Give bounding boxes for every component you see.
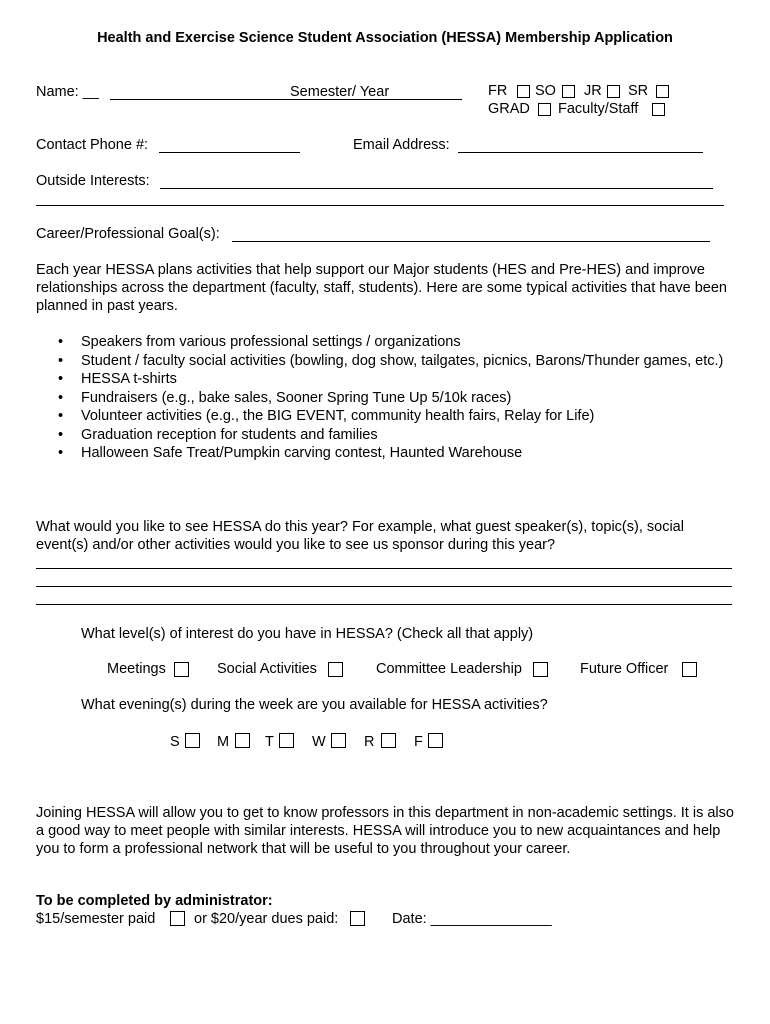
day-r-checkbox[interactable] bbox=[381, 733, 396, 748]
day-w-checkbox[interactable] bbox=[331, 733, 346, 748]
intro-paragraph: Each year HESSA plans activities that help support our Major students (HES and Pre-HES) and improve relationships across the department (faculty, staff, students). Here are some typical activities that have been planned in past years. bbox=[36, 262, 727, 314]
email-field[interactable] bbox=[458, 152, 703, 153]
day-t-label: T bbox=[265, 734, 274, 750]
day-t-checkbox[interactable] bbox=[279, 733, 294, 748]
interests-field-line-2[interactable] bbox=[36, 205, 724, 206]
semester-paid-checkbox[interactable] bbox=[170, 911, 185, 926]
interests-label: Outside Interests: bbox=[36, 173, 150, 189]
activities-list bbox=[36, 333, 726, 463]
day-r-label: R bbox=[364, 734, 375, 750]
sponsor-question: What would you like to see HESSA do this year? For example, what guest speaker(s), topic(s), social event(s) and/or other activities would you like to see us sponsor during this year? bbox=[36, 519, 684, 553]
class-fr-checkbox[interactable] bbox=[517, 85, 530, 98]
day-f-label: F bbox=[414, 734, 423, 750]
interest-meetings-checkbox[interactable] bbox=[174, 662, 189, 677]
interest-social-checkbox[interactable] bbox=[328, 662, 343, 677]
class-faculty-label: Faculty/Staff bbox=[558, 101, 639, 117]
contact-phone-label: Contact Phone #: bbox=[36, 137, 149, 153]
list-item: • Student / faculty social activities (bowling, dog show, tailgates, picnics, Barons/Thunder games, etc.) bbox=[36, 352, 726, 371]
day-m-checkbox[interactable] bbox=[235, 733, 250, 748]
day-m-label: M bbox=[217, 734, 230, 750]
day-w-label: W bbox=[312, 734, 326, 750]
admin-heading: To be completed by administrator: bbox=[36, 893, 273, 909]
interest-social-label: Social Activities bbox=[217, 661, 317, 677]
sponsor-answer-line-3[interactable] bbox=[36, 604, 732, 605]
class-jr-checkbox[interactable] bbox=[607, 85, 620, 98]
page-title: Health and Exercise Science Student Association (HESSA) Membership Application bbox=[97, 30, 673, 46]
sponsor-answer-line-1[interactable] bbox=[36, 568, 732, 569]
class-so-label: SO bbox=[535, 83, 556, 99]
email-label: Email Address: bbox=[353, 137, 450, 153]
sponsor-answer-line-2[interactable] bbox=[36, 586, 732, 587]
day-s-checkbox[interactable] bbox=[185, 733, 200, 748]
class-jr-label: JR bbox=[584, 83, 602, 99]
interest-officer-checkbox[interactable] bbox=[682, 662, 697, 677]
class-so-checkbox[interactable] bbox=[562, 85, 575, 98]
closing-paragraph: Joining HESSA will allow you to get to know professors in this department in non-academic settings. It is also a good way to meet people with similar interests. HESSA will introduce you to new acquaintances and help you to form a professional network that will be useful to you throughout your career. bbox=[36, 805, 734, 857]
class-grad-label: GRAD bbox=[488, 101, 530, 117]
career-goals-field[interactable] bbox=[232, 241, 710, 242]
list-item: • HESSA t-shirts bbox=[36, 370, 726, 389]
list-item: • Graduation reception for students and families bbox=[36, 426, 726, 445]
career-goals-label: Career/Professional Goal(s): bbox=[36, 226, 220, 242]
list-item: • Speakers from various professional settings / organizations bbox=[36, 333, 726, 352]
day-f-checkbox[interactable] bbox=[428, 733, 443, 748]
interest-question: What level(s) of interest do you have in HESSA? (Check all that apply) bbox=[81, 626, 534, 642]
day-s-label: S bbox=[170, 734, 180, 750]
class-faculty-checkbox[interactable] bbox=[652, 103, 665, 116]
contact-phone-field[interactable] bbox=[159, 152, 300, 153]
class-sr-label: SR bbox=[628, 83, 649, 99]
class-grad-checkbox[interactable] bbox=[538, 103, 551, 116]
evenings-question: What evening(s) during the week are you available for HESSA activities? bbox=[81, 697, 548, 713]
list-item: • Fundraisers (e.g., bake sales, Sooner Spring Tune Up 5/10k races) bbox=[36, 389, 726, 408]
class-sr-checkbox[interactable] bbox=[656, 85, 669, 98]
name-field[interactable] bbox=[110, 99, 290, 100]
date-label: Date: _______________ bbox=[392, 911, 552, 927]
interest-committee-checkbox[interactable] bbox=[533, 662, 548, 677]
year-paid-checkbox[interactable] bbox=[350, 911, 365, 926]
interest-committee-label: Committee Leadership bbox=[376, 661, 522, 677]
list-item: • Halloween Safe Treat/Pumpkin carving contest, Haunted Warehouse bbox=[36, 444, 726, 463]
interest-meetings-label: Meetings bbox=[107, 661, 166, 677]
name-label: Name: __ bbox=[36, 84, 99, 100]
semester-year-field[interactable] bbox=[290, 99, 462, 100]
semester-paid-label: $15/semester paid bbox=[36, 911, 156, 927]
class-fr-label: FR bbox=[488, 83, 508, 99]
semester-label: Semester/ Year bbox=[290, 84, 390, 100]
interest-officer-label: Future Officer bbox=[580, 661, 669, 677]
list-item: • Volunteer activities (e.g., the BIG EVENT, community health fairs, Relay for Life) bbox=[36, 407, 726, 426]
year-paid-label: or $20/year dues paid: bbox=[194, 911, 339, 927]
interests-field[interactable] bbox=[160, 188, 713, 189]
